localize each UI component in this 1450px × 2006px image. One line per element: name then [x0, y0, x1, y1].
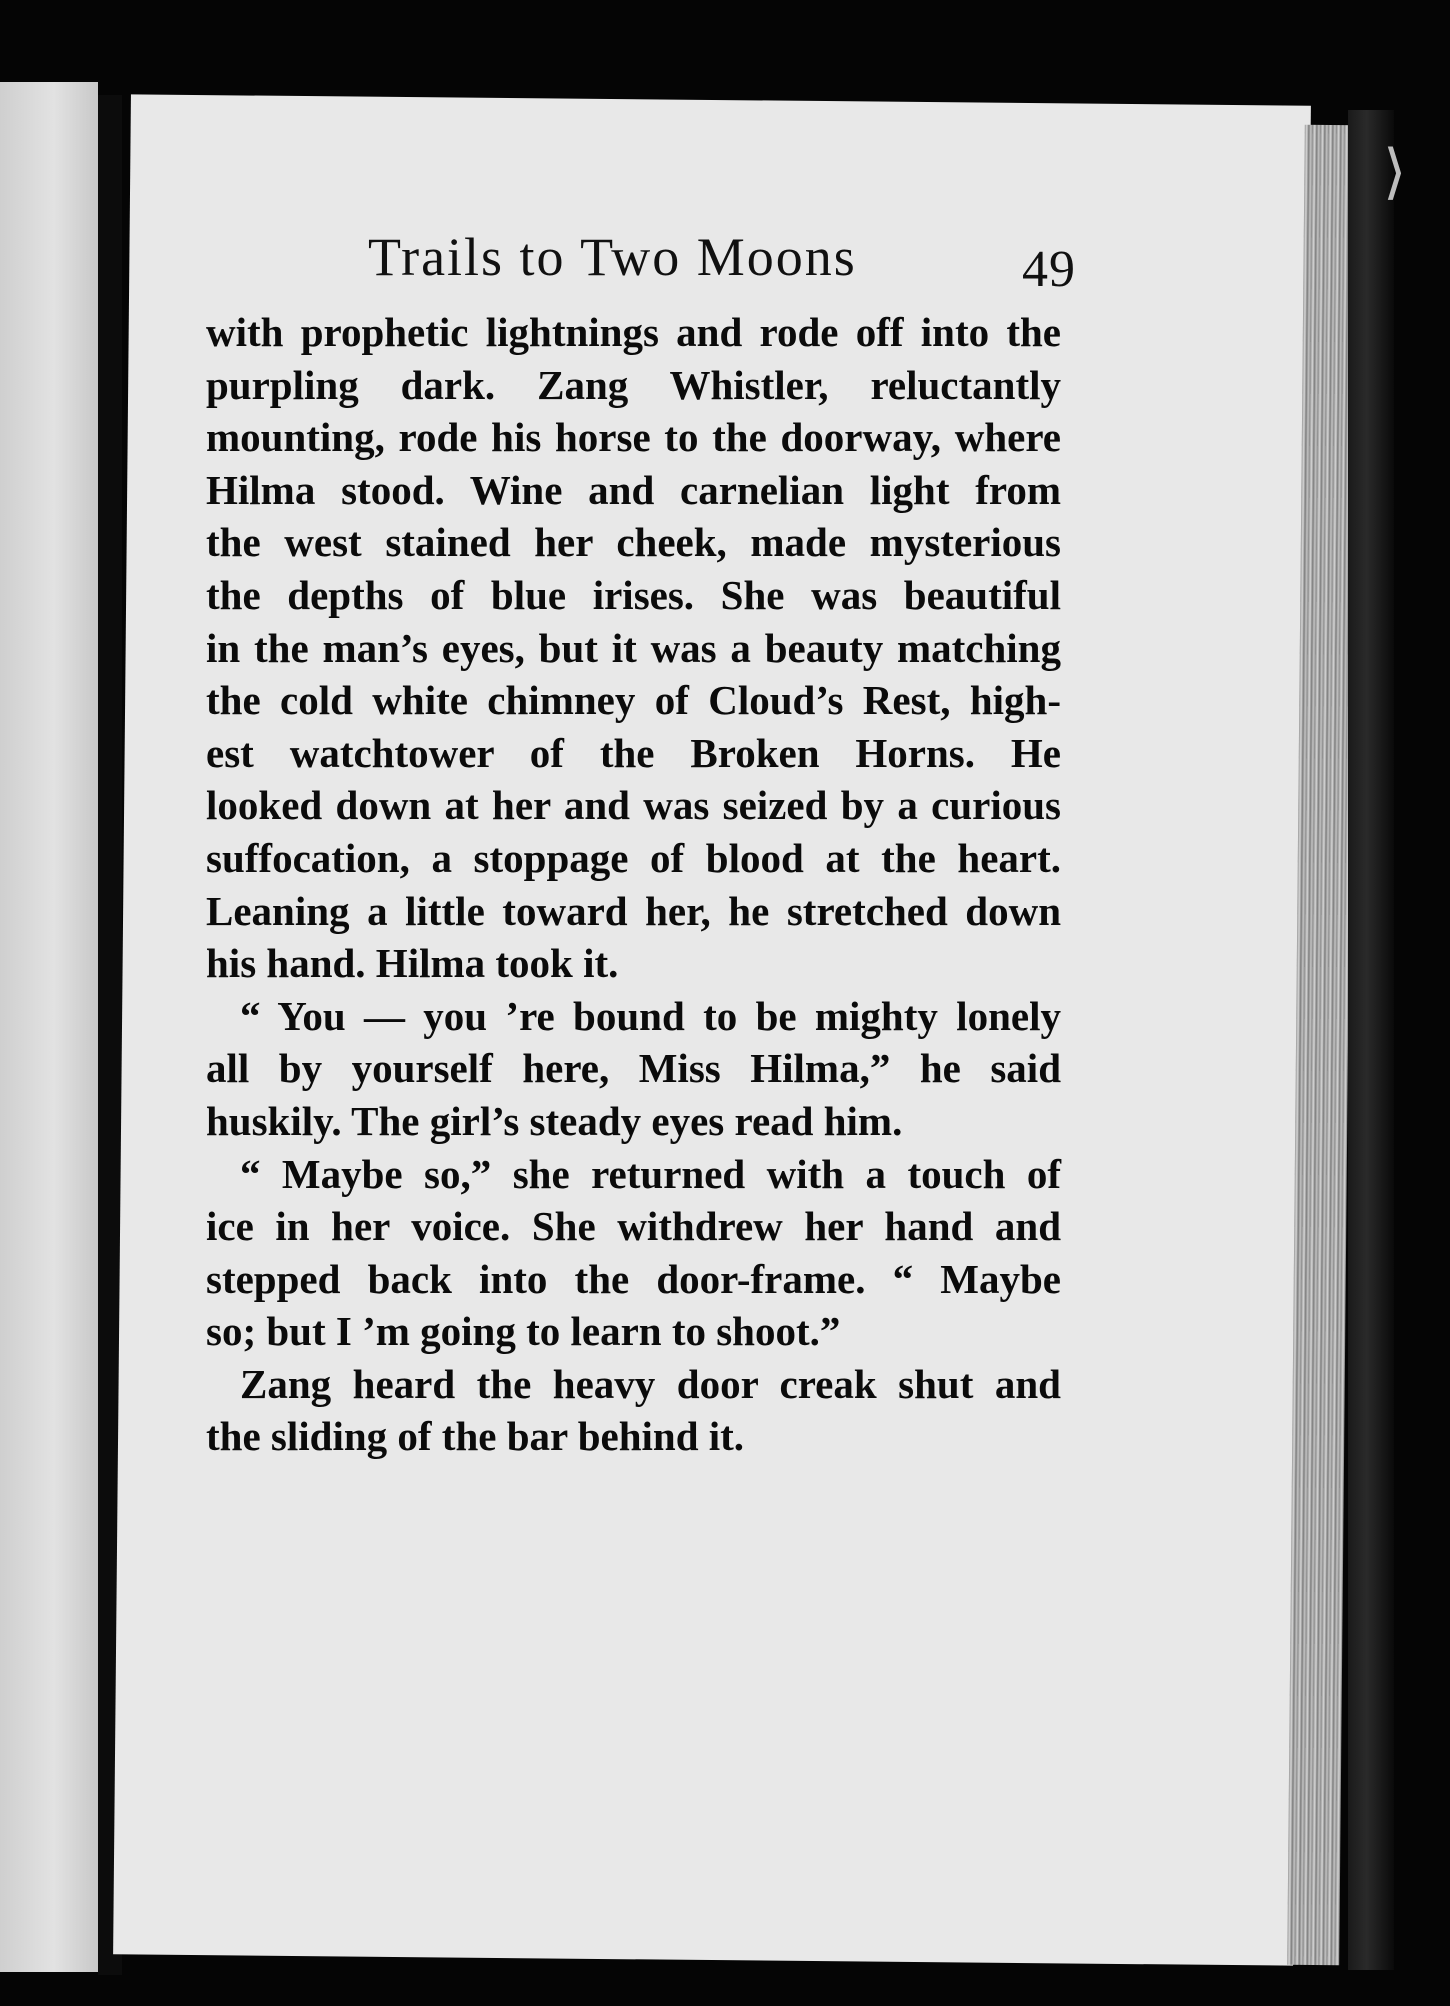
paragraph [206, 1358, 1061, 1463]
text-line: looked down at her and was seized by a curious [206, 782, 1061, 829]
text-line: with prophetic lightnings and rode off into the [206, 309, 1061, 355]
text-line: the sliding of the bar behind it. [206, 1413, 745, 1460]
paragraph [206, 306, 1061, 990]
text-line: ice in her voice. She withdrew her hand and [206, 1203, 1061, 1250]
text-line: the depths of blue irises. She was beautiful [206, 571, 1061, 618]
text-line: the cold white chimney of Cloud’s Rest, high- [206, 677, 1061, 724]
text-line: in the man’s eyes, but it was a beauty matching [206, 624, 1061, 671]
text-line: his hand. Hilma took it. [206, 940, 619, 987]
text-line: so; but I ’m going to learn to shoot.” [206, 1308, 841, 1355]
text-line: Hilma stood. Wine and carnelian light from [206, 466, 1061, 513]
text-line: all by yourself here, Miss Hilma,” he said [206, 1045, 1061, 1092]
bracket-mark-icon: ⟩ [1383, 137, 1407, 207]
text-line: “ You — you ’re bound to be mighty lonely [240, 992, 1061, 1039]
text-line: est watchtower of the Broken Horns. He [206, 729, 1061, 776]
text-line: “ Maybe so,” she returned with a touch of [240, 1150, 1061, 1197]
book-cover-edge [1348, 110, 1394, 1970]
text-line: the west stained her cheek, made mysterious [206, 519, 1061, 566]
text-body [206, 306, 1061, 1463]
text-line: suffocation, a stoppage of blood at the heart. [206, 834, 1061, 881]
text-line: stepped back into the door-frame. “ Maybe [206, 1255, 1061, 1302]
text-line: huskily. The girl’s steady eyes read him. [206, 1097, 903, 1144]
running-title: Trails to Two Moons [368, 227, 857, 287]
text-line: Zang heard the heavy door creak shut and [240, 1360, 1061, 1407]
running-head [246, 226, 1076, 306]
page-number: 49 [1022, 241, 1076, 298]
text-line: purpling dark. Zang Whistler, reluctantly [206, 361, 1061, 408]
facing-page-edge [0, 82, 98, 1972]
text-line: Leaning a little toward her, he stretched down [206, 887, 1061, 934]
paragraph [206, 1148, 1061, 1358]
text-line: mounting, rode his horse to the doorway, where [206, 414, 1061, 461]
paragraph [206, 990, 1061, 1148]
